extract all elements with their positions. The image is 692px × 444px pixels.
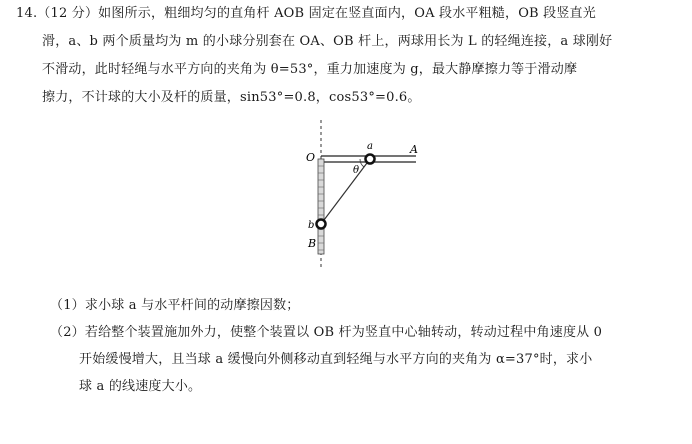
- rope: [321, 159, 370, 224]
- angle-arc: [360, 159, 364, 167]
- problem-line-2: 滑，a、b 两个质量均为 m 的小球分别套在 OA、OB 杆上，两球用长为 L 的轻绳连接，a 球刚好: [42, 34, 613, 49]
- question-2-line-1: （2）若给整个装置施加外力，使整个装置以 OB 杆为竖直中心轴转动，转动过程中角速度从 0: [50, 325, 603, 340]
- question-2-line-2: 开始缓慢增大，且当球 a 缓慢向外侧移动直到轻绳与水平方向的夹角为 α=37°时，求小: [79, 352, 593, 367]
- label-ball-b: b: [308, 220, 315, 231]
- question-2-line-3: 球 a 的线速度大小。: [79, 379, 202, 394]
- question-1: （1）求小球 a 与水平杆间的动摩擦因数；: [50, 298, 300, 313]
- label-a-point: A: [410, 143, 418, 156]
- problem-line-1: 14.（12 分）如图所示，粗细均匀的直角杆 AOB 固定在竖直面内，OA 段水平粗糙，OB 段竖直光: [16, 6, 596, 21]
- label-b-point: B: [308, 237, 317, 250]
- label-theta: θ: [353, 165, 360, 176]
- ball-a: [366, 155, 375, 164]
- ball-b: [317, 220, 326, 229]
- label-ball-a: a: [367, 141, 373, 152]
- label-o: O: [306, 151, 316, 164]
- rod-diagram: [300, 118, 425, 270]
- problem-line-3: 不滑动，此时轻绳与水平方向的夹角为 θ=53°，重力加速度为 g，最大静摩擦力等于滑动摩: [42, 62, 578, 77]
- problem-line-4: 擦力，不计球的大小及杆的质量，sin53°=0.8，cos53°=0.6。: [42, 90, 421, 105]
